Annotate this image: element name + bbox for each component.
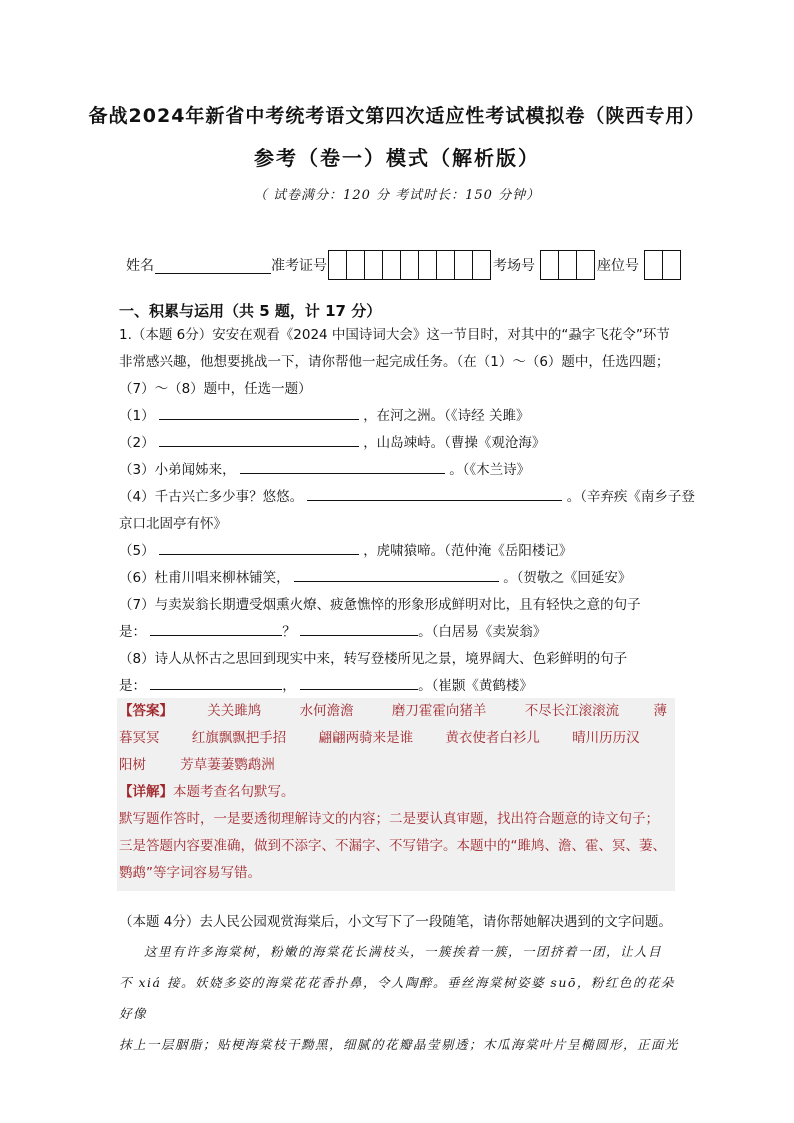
analysis-line: 三是答题内容要准确，做到不添字、不漏字、不写错字。本题中的“雎鸠、澹、霍、冥、萋、 xyxy=(119,838,666,854)
student-id-row xyxy=(126,250,683,280)
room-boxes[interactable] xyxy=(540,250,595,280)
answer-blank[interactable] xyxy=(159,403,359,420)
answer-blank[interactable] xyxy=(307,484,562,501)
answer-item: 薄 xyxy=(653,703,667,719)
answer-item: 晴川历历汉 xyxy=(572,730,640,746)
q1-intro-line: 1.（本题 6分）安安在观看《2024 中国诗词大会》这一节目时，对其中的“蝨字飞花令”环节 xyxy=(119,327,670,343)
room-label: 考场号 xyxy=(493,258,535,274)
answer-blank[interactable] xyxy=(159,430,359,447)
exam-subtitle: 参考（卷一）模式（解析版） xyxy=(254,146,540,170)
answer-item: 关关雎鸠 xyxy=(207,703,262,719)
answer-blank[interactable] xyxy=(240,457,445,474)
answer-item: 不尽长江滚滚流 xyxy=(524,703,620,719)
answer-item: 阳树 xyxy=(119,757,146,773)
passage-line: 不 xiá 接。妖娆多姿的海棠花花香扑鼻，令人陶醉。垂丝海棠树姿婆 suō，粉红色的花朵好像 xyxy=(119,975,675,1021)
q1-intro-line: （7）～（8）题中，任选一题） xyxy=(119,381,312,397)
section-heading: 一、积累与运用（共 5 题，计 17 分） xyxy=(119,302,382,320)
answer-blank[interactable] xyxy=(159,538,359,555)
q1-item-1: （1） ，在河之洲。（《诗经 关雎》 xyxy=(119,403,675,430)
answer-blank[interactable] xyxy=(150,673,282,690)
answer-blank[interactable] xyxy=(300,619,418,636)
q1-item-8-cont: 是： ， 。（崔颢《黄鹤楼》 xyxy=(119,673,675,700)
answer-item: 红旗飘飘把手招 xyxy=(191,730,287,746)
answer-blank[interactable] xyxy=(300,673,418,690)
answer-label: 【答案】 xyxy=(119,703,173,719)
analysis-label: 【详解】 xyxy=(119,784,173,800)
analysis-line: 鹦鹉”等字词容易写错。 xyxy=(119,865,261,881)
answer-box xyxy=(117,698,675,891)
answer-item: 芳草萋萋鹦鹉洲 xyxy=(180,757,275,773)
q2-intro: （本题 4分）去人民公园观赏海棠后，小文写下了一段随笔，请你帮她解决遇到的文字问题。 xyxy=(119,914,672,930)
exam-meta: （ 试卷满分：120 分 考试时长：150 分钟） xyxy=(253,188,541,203)
exam-title: 备战2024年新省中考统考语文第四次适应性考试模拟卷（陕西专用） xyxy=(88,105,706,127)
name-label: 姓名 xyxy=(126,258,154,274)
answer-line xyxy=(119,752,673,779)
section-1 xyxy=(119,302,695,700)
answer-item: 翩翩两骑来是谁 xyxy=(318,730,414,746)
answer-blank[interactable] xyxy=(294,565,499,582)
q1-item-4: （4）千古兴亡多少事？悠悠。 。（辛弃疾《南乡子登 xyxy=(119,484,675,511)
answer-item: 水何澹澹 xyxy=(299,703,354,719)
q1-item-6: （6）杜甫川唱来柳林铺笑， 。（贺敬之《回延安》 xyxy=(119,565,675,592)
answer-line xyxy=(119,698,673,725)
exam-id-label: 准考证号 xyxy=(271,258,327,274)
answer-line xyxy=(119,725,673,752)
q1-item-7: （7）与卖炭翁长期遭受烟熏火燎、疲惫憔悴的形象形成鲜明对比，且有轻快之意的句子 xyxy=(119,597,641,613)
q1-item-4-cont: 京口北固亭有怀》 xyxy=(119,516,227,532)
seat-label: 座位号 xyxy=(597,258,639,274)
answer-blank[interactable] xyxy=(150,619,282,636)
q1-item-5: （5） ，虎啸猿啼。（范仲淹《岳阳楼记》 xyxy=(119,538,675,565)
analysis-line: 默写题作答时，一是要透彻理解诗文的内容；二是要认真审题，找出符合题意的诗文句子； xyxy=(119,811,659,827)
seat-boxes[interactable] xyxy=(644,250,681,280)
exam-id-boxes[interactable] xyxy=(328,250,491,280)
q1-intro-line: 非常感兴趣，他想要挑战一下，请你帮他一起完成任务。（在（1）～（6）题中，任选四题； xyxy=(119,354,670,370)
q2-passage xyxy=(119,936,679,1060)
answer-item: 黄衣使者白衫儿 xyxy=(445,730,540,746)
analysis-line: 【详解】本题考查名句默写。 xyxy=(119,784,295,800)
q1-item-3: （3）小弟闻姊来， 。（《木兰诗》 xyxy=(119,457,675,484)
passage-line: 这里有许多海棠树，粉嫩的海棠花长满枝头，一簇挨着一簇，一团挤着一团，让人目 xyxy=(144,944,663,959)
q1-item-2: （2） ，山岛竦峙。（曹操《观沧海》 xyxy=(119,430,675,457)
q1-item-7-cont: 是： ？ 。（白居易《卖炭翁》 xyxy=(119,619,675,646)
answer-item: 磨刀霍霍向猪羊 xyxy=(391,703,487,719)
q1-item-8: （8）诗人从怀古之思回到现实中来，转写登楼所见之景，境界阔大、色彩鲜明的句子 xyxy=(119,651,628,667)
passage-line: 抹上一层胭脂；贴梗海棠枝干黝黑，细腻的花瓣晶莹剔透；木瓜海棠叶片呈椭圆形，正面光 xyxy=(119,1037,680,1052)
name-field[interactable] xyxy=(155,257,271,274)
answer-item: 暮冥冥 xyxy=(119,730,160,746)
